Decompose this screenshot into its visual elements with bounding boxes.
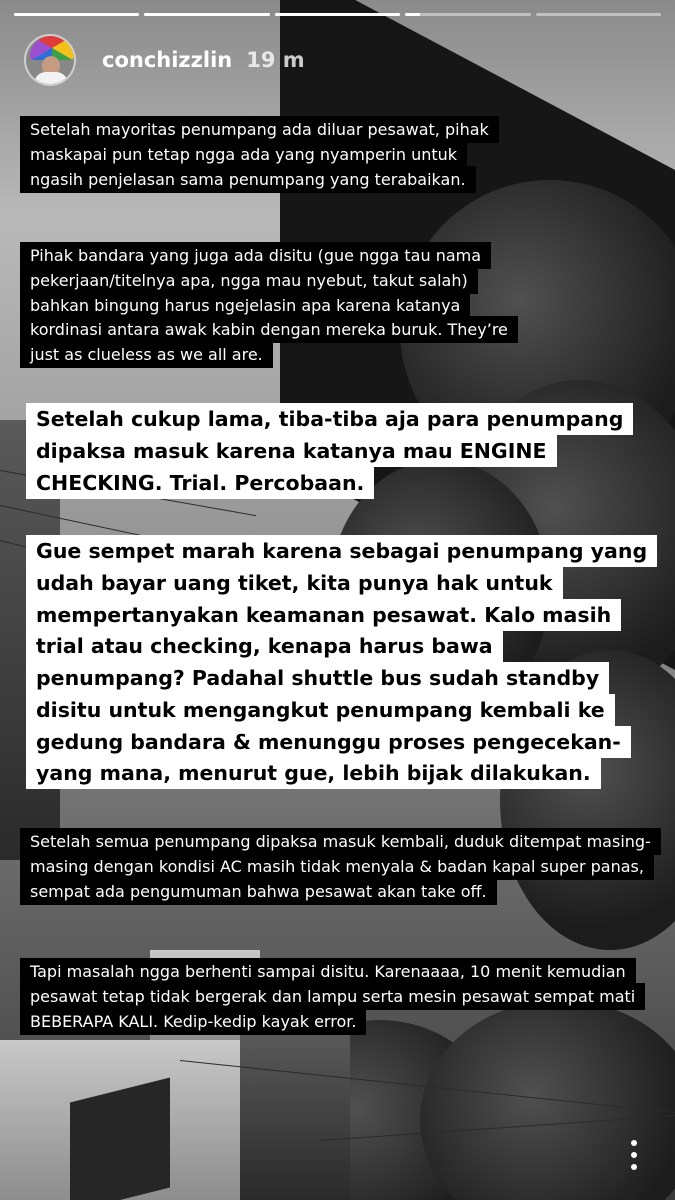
caption-block — [20, 244, 530, 368]
caption-block — [20, 830, 668, 904]
caption-text: Tapi masalah ngga berhenti sampai disitu. Karenaaaa, 10 menit kemudian pesawat tetap tidak bergerak dan lampu serta mesin pesawat sempat mati BEBERAPA KALI. Kedip-kedip kayak error. — [20, 958, 645, 1035]
caption-text: Pihak bandara yang juga ada disitu (gue ngga tau nama pekerjaan/titelnya apa, ngga mau nyebut, takut salah) bahkan bingung harus ngejelasin apa karena katanya kordinasi antara awak kabin dengan mereka buruk. They’re just as clueless as we all are. — [20, 242, 518, 368]
caption-block — [20, 960, 640, 1034]
caption-text: Setelah cukup lama, tiba-tiba aja para penumpang dipaksa masuk karena katanya mau ENGINE CHECKING. Trial. Percobaan. — [26, 403, 633, 499]
story-progress-segment — [144, 13, 269, 16]
progress-fill — [275, 13, 400, 16]
caption-text: Gue sempet marah karena sebagai penumpang yang udah bayar uang tiket, kita punya hak untuk mempertanyakan keamanan pesawat. Kalo masih trial atau checking, kenapa harus bawa penumpang? Padahal shuttle bus sudah standby disitu untuk mengangkut penumpang kembali ke gedung bandara & menunggu proses pengecekan- yang mana, menurut gue, lebih bijak dilakukan. — [26, 535, 657, 789]
story-header — [24, 34, 305, 86]
story-progress-segment — [14, 13, 139, 16]
story-progress-segment — [536, 13, 661, 16]
progress-fill — [405, 13, 420, 16]
progress-fill — [14, 13, 139, 16]
avatar[interactable] — [24, 34, 76, 86]
username[interactable]: conchizzlin — [102, 48, 233, 72]
caption-block — [20, 118, 500, 192]
more-options-icon[interactable] — [631, 1140, 637, 1170]
caption-text: Setelah mayoritas penumpang ada diluar pesawat, pihak maskapai pun tetap ngga ada yang nyamperin untuk ngasih penjelasan sama penumpang yang terabaikan. — [20, 116, 499, 193]
story-timestamp: 19 m — [246, 48, 305, 72]
story-progress-bar — [14, 13, 661, 16]
caption-block — [26, 536, 648, 790]
story-progress-segment — [405, 13, 530, 16]
caption-text: Setelah semua penumpang dipaksa masuk kembali, duduk ditempat masing-masing dengan kondisi AC masih tidak menyala & badan kapal super panas, sempat ada pengumuman bahwa pesawat akan take off. — [20, 828, 661, 905]
story-progress-segment — [275, 13, 400, 16]
caption-block — [26, 404, 642, 499]
progress-fill — [144, 13, 269, 16]
